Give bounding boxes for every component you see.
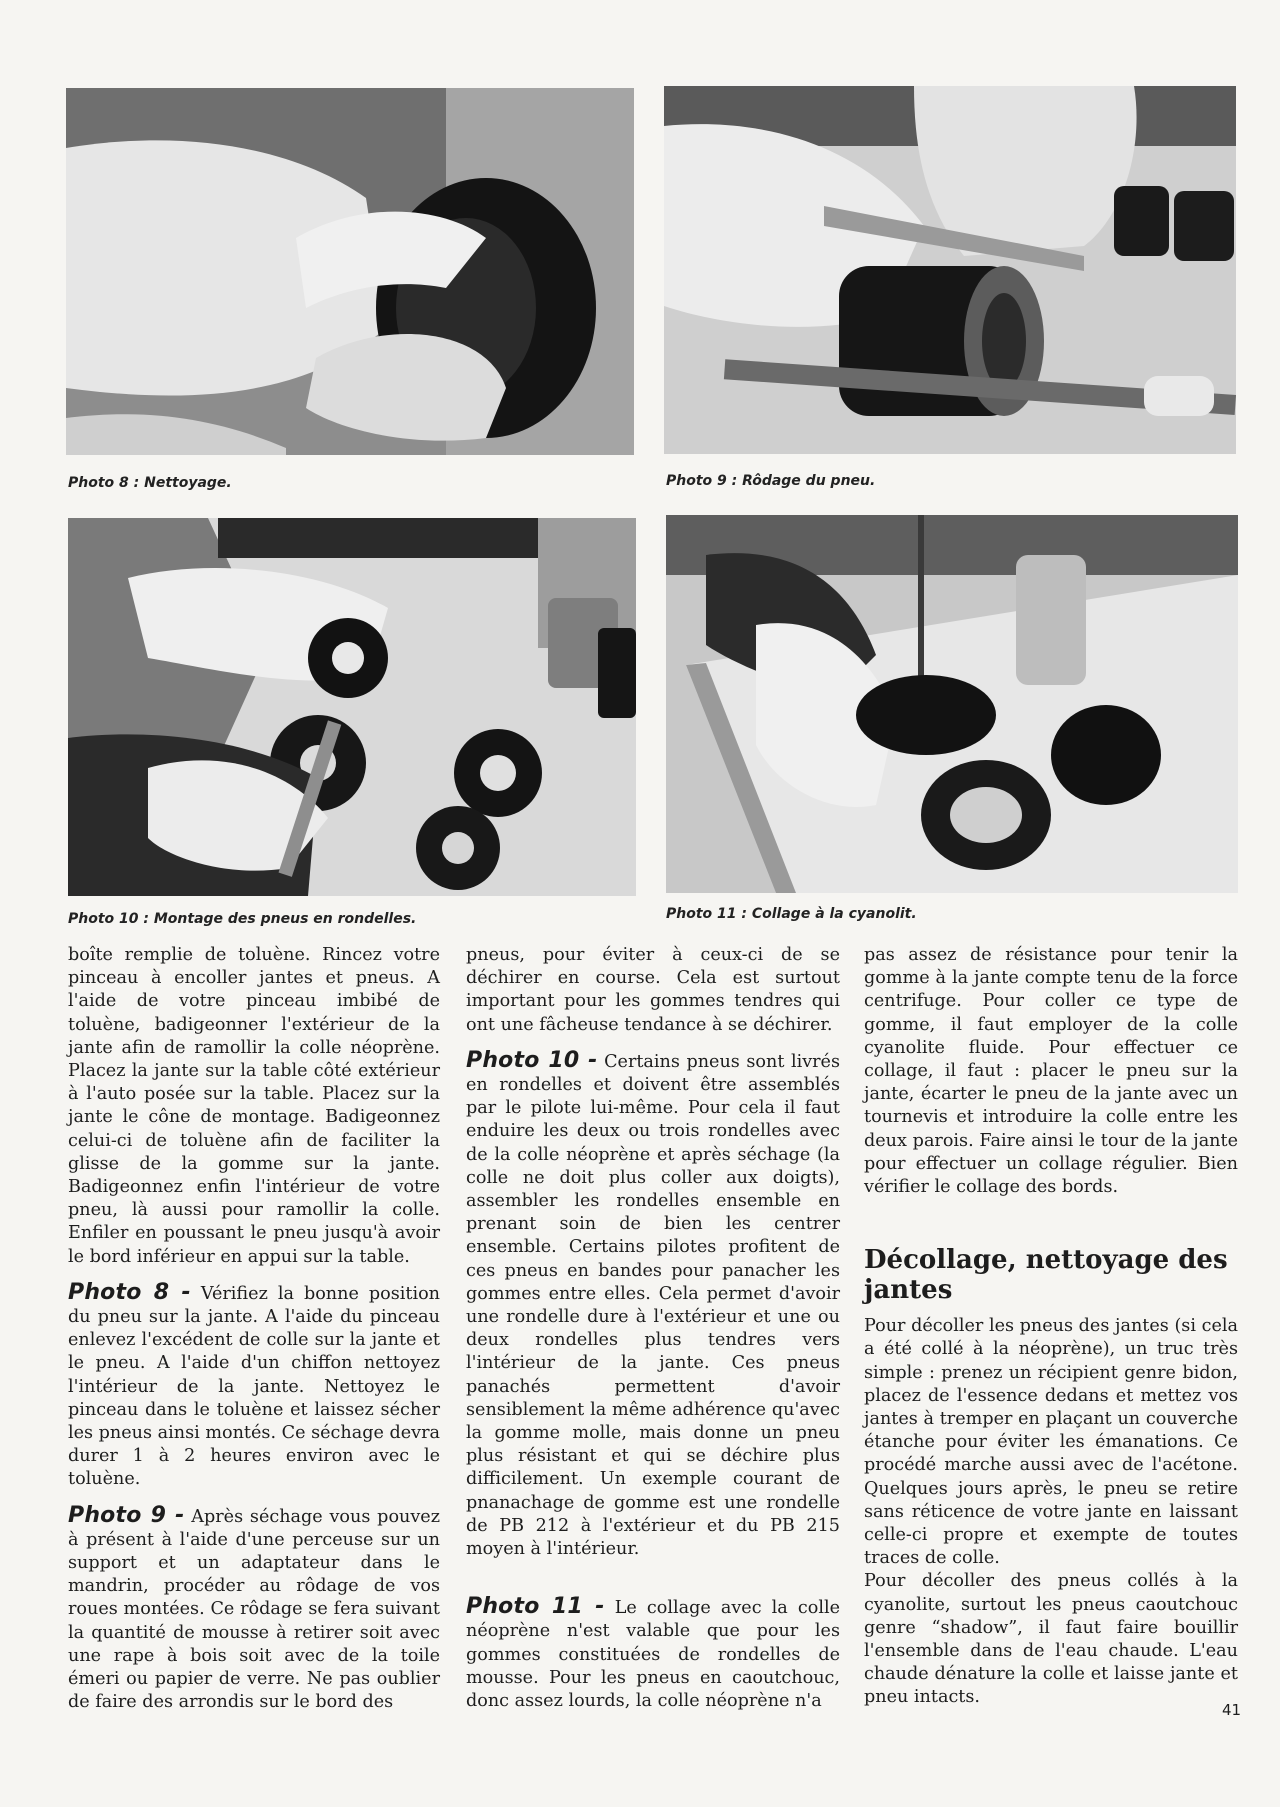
- photo-11-cyanolit-gluing: [666, 515, 1238, 893]
- photo-11-image: [666, 515, 1238, 893]
- photo-9-tire-lapping: [664, 86, 1236, 454]
- paragraph-decollage-2: Pour décoller des pneus collés à la cyanolite, surtout les pneus caoutchouc genre “shadow”, il faut faire bouillir l'ensemble dans de l'eau chaude. L'eau chaude dénature la colle et laisse jante et pneu intacts.: [864, 1571, 1238, 1708]
- paragraph-photo-10: [466, 1049, 840, 1561]
- photo-8-label: Photo 8 -: [68, 1279, 191, 1305]
- photo-11-text: Le collage avec la colle néoprène n'est valable que pour les gommes constituées de rondelles de mousse. Pour les pneus en caoutchouc, donc assez lourds, la colle néoprène n'a: [466, 1598, 840, 1712]
- paragraph-intro-3: pas assez de résistance pour tenir la gomme à la jante compte tenu de la force centrifuge. Pour coller ce type de gomme, il faut employer de la colle cyanolite fluide. Pour effectuer ce collage, il faut : placer le pneu sur la jante, écarter le pneu de la jante avec un tournevis et introduire la colle entre les deux parois. Faire ainsi le tour de la jante pour effectuer un collage régulier. Bien vérifier le collage des bords.: [864, 945, 1238, 1198]
- photo-10-image: [68, 518, 636, 896]
- paragraph-photo-9: [68, 1504, 440, 1715]
- photo-11-caption: Photo 11 : Collage à la cyanolit.: [666, 906, 917, 922]
- section-heading: Décollage, nettoyage des jantes: [864, 1245, 1228, 1306]
- paragraph-photo-8: [68, 1281, 440, 1492]
- page-number: 41: [1222, 1701, 1242, 1719]
- photo-11-label: Photo 11 -: [466, 1594, 605, 1620]
- paragraph-intro-1: boîte remplie de toluène. Rincez votre pinceau à encoller jantes et pneus. A l'aide de votre pinceau imbibé de toluène, badigeonner l'extérieur de la jante afin de ramollir la colle néoprène. Placez la jante sur la table côté extérieur à l'auto posée sur la table. Placez sur la jante le cône de montage. Badigeonnez celui-ci de toluène afin de faciliter la glisse de la gomme sur la jante. Badigeonnez enfin l'intérieur de votre pneu, là aussi pour ramollir la colle. Enfiler en poussant le pneu jusqu'à avoir le bord inférieur en appui sur la table.: [68, 945, 440, 1267]
- photo-8-image: [66, 88, 634, 455]
- photo-10-slice-tires: [68, 518, 636, 896]
- photo-10-text: Certains pneus sont livrés en rondelles et doivent être assemblés par le pilote lui-même. Pour cela il faut enduire les deux ou trois rondelles avec de la colle néoprène et après séchage (la colle ne doit plus coller aux doigts), assembler les rondelles ensemble en prenant soin de bien les centrer ensemble. Certains pilotes profitent de ces pneus en bandes pour panacher les gommes entre elles. Cela permet d'avoir une rondelle dure à l'extérieur et une ou deux rondelles plus tendres vers l'intérieur de la jante. Ces pneus panachés permettent d'avoir sensiblement la même adhérence qu'avec la gomme molle, mais donne un pneu plus résistant et qui se déchire plus difficilement. Un exemple courant de pnanachage de gomme est une rondelle de PB 212 à l'extérieur et du PB 215 moyen à l'intérieur.: [466, 1051, 840, 1560]
- text-column-2: [466, 944, 840, 1725]
- photo-10-caption: Photo 10 : Montage des pneus en rondelles.: [68, 911, 417, 927]
- photo-9-label: Photo 9 -: [68, 1502, 185, 1528]
- photo-9-caption: Photo 9 : Rôdage du pneu.: [666, 473, 876, 489]
- photo-8-cleaning: [66, 88, 634, 455]
- paragraph-decollage-1: Pour décoller les pneus des jantes (si cela a été collé à la néoprène), un truc très simple : prenez un récipient genre bidon, placez de l'essence dedans et mettez vos jantes à tremper en plaçant un couverche étanche pour éviter les émanations. Ce procédé marche aussi avec de l'acétone. Quelques jours après, le pneu se retire sans réticence de votre jante en laissant celle-ci propre et exempte de toutes traces de colle.: [864, 1316, 1238, 1569]
- text-column-1: [68, 944, 440, 1727]
- photo-8-caption: Photo 8 : Nettoyage.: [68, 475, 232, 491]
- text-column-3: [864, 944, 1238, 1722]
- photo-9-image: [664, 86, 1236, 454]
- photo-10-label: Photo 10 -: [466, 1047, 598, 1073]
- photo-8-text: Vérifiez la bonne position du pneu sur la jante. A l'aide du pinceau enlevez l'excédent de colle sur la jante et le pneu. A l'aide d'un chiffon nettoyez l'intérieur de la jante. Nettoyez le pinceau dans le toluène et laissez sécher les pneus ainsi montés. Ce séchage devra durer 1 à 2 heures environ avec le toluène.: [68, 1283, 440, 1490]
- photo-9-text: Après séchage vous pouvez à présent à l'aide d'une perceuse sur un support et un adaptateur dans le mandrin, procéder au rôdage de vos roues montées. Ce rôdage se fera suivant la quantité de mousse à retirer soit avec une rape à bois soit avec de la toile émeri ou papier de verre. Ne pas oublier de faire des arrondis sur le bord des: [68, 1506, 440, 1713]
- paragraph-intro-2: pneus, pour éviter à ceux-ci de se déchirer en course. Cela est surtout important pour les gommes tendres qui ont une fâcheuse tendance à se déchirer.: [466, 945, 840, 1035]
- paragraph-photo-11: [466, 1595, 840, 1713]
